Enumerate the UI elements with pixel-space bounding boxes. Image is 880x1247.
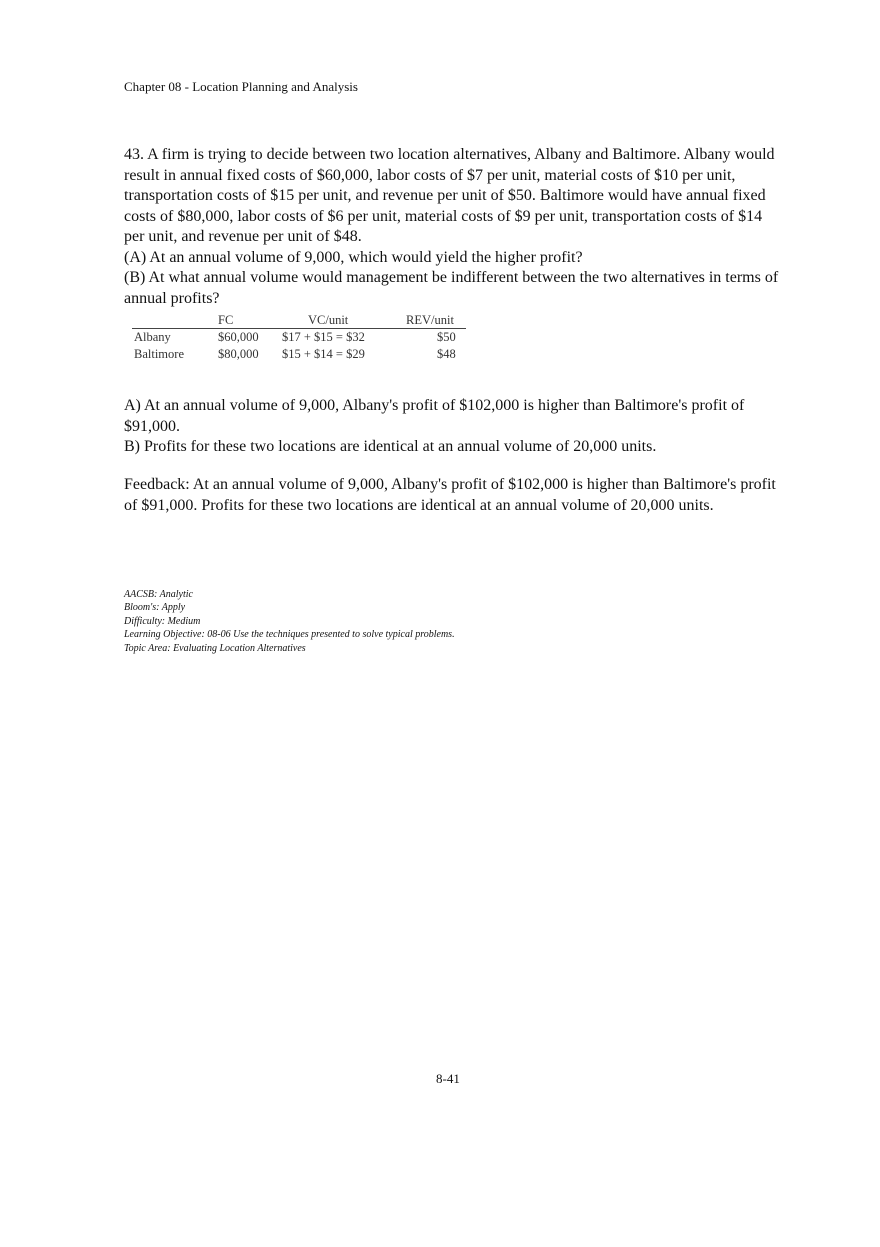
meta-learning-objective: Learning Objective: 08-06 Use the techniques presented to solve typical problems. — [124, 629, 455, 641]
row-rev: $50 — [437, 330, 456, 344]
question-metadata — [124, 588, 455, 655]
column-header-vc: VC/unit — [308, 313, 349, 327]
column-header-rev: REV/unit — [406, 313, 454, 327]
chapter-header: Chapter 08 - Location Planning and Analysis — [124, 79, 358, 94]
meta-blooms: Bloom's: Apply — [124, 602, 186, 614]
answer-a: A) At an annual volume of 9,000, Albany's profit of $102,000 is higher than Baltimore's profit of $91,000. — [124, 397, 745, 435]
feedback-text: Feedback: At an annual volume of 9,000, Albany's profit of $102,000 is higher than Baltimore's profit of $91,000. Profits for these two locations are identical at an annual volume of 20,000 units. — [124, 476, 776, 514]
question-part-b: (B) At what annual volume would management be indifferent between the two alternatives in terms of annual profits? — [124, 269, 779, 307]
question-block — [124, 145, 784, 309]
row-name: Baltimore — [134, 347, 184, 361]
meta-topic-area: Topic Area: Evaluating Location Alternatives — [124, 642, 306, 654]
answer-b: B) Profits for these two locations are identical at an annual volume of 20,000 units. — [124, 438, 657, 455]
row-vc: $17 + $15 = $32 — [282, 330, 365, 344]
row-vc: $15 + $14 = $29 — [282, 347, 365, 361]
page-number: 8-41 — [436, 1071, 460, 1086]
row-fc: $80,000 — [218, 347, 259, 361]
meta-aacsb: AACSB: Analytic — [124, 589, 193, 600]
answer-block — [124, 396, 784, 458]
row-rev: $48 — [437, 347, 456, 361]
row-name: Albany — [134, 330, 171, 344]
question-part-a: (A) At an annual volume of 9,000, which would yield the higher profit? — [124, 248, 583, 266]
header-divider — [132, 328, 466, 329]
question-text: 43. A firm is trying to decide between two location alternatives, Albany and Baltimore. Albany would result in annual fixed costs of $60,000, labor costs of $7 per unit, material costs of $10 per unit, transportation costs of $15 per unit, and revenue per unit of $50. Baltimore would have annual fixed costs of $80,000, labor costs of $6 per unit, material costs of $9 per unit, transportation costs of $14 per unit, and revenue per unit of $48. — [124, 146, 775, 245]
row-fc: $60,000 — [218, 330, 259, 344]
column-header-fc: FC — [218, 313, 234, 327]
meta-difficulty: Difficulty: Medium — [124, 615, 201, 627]
